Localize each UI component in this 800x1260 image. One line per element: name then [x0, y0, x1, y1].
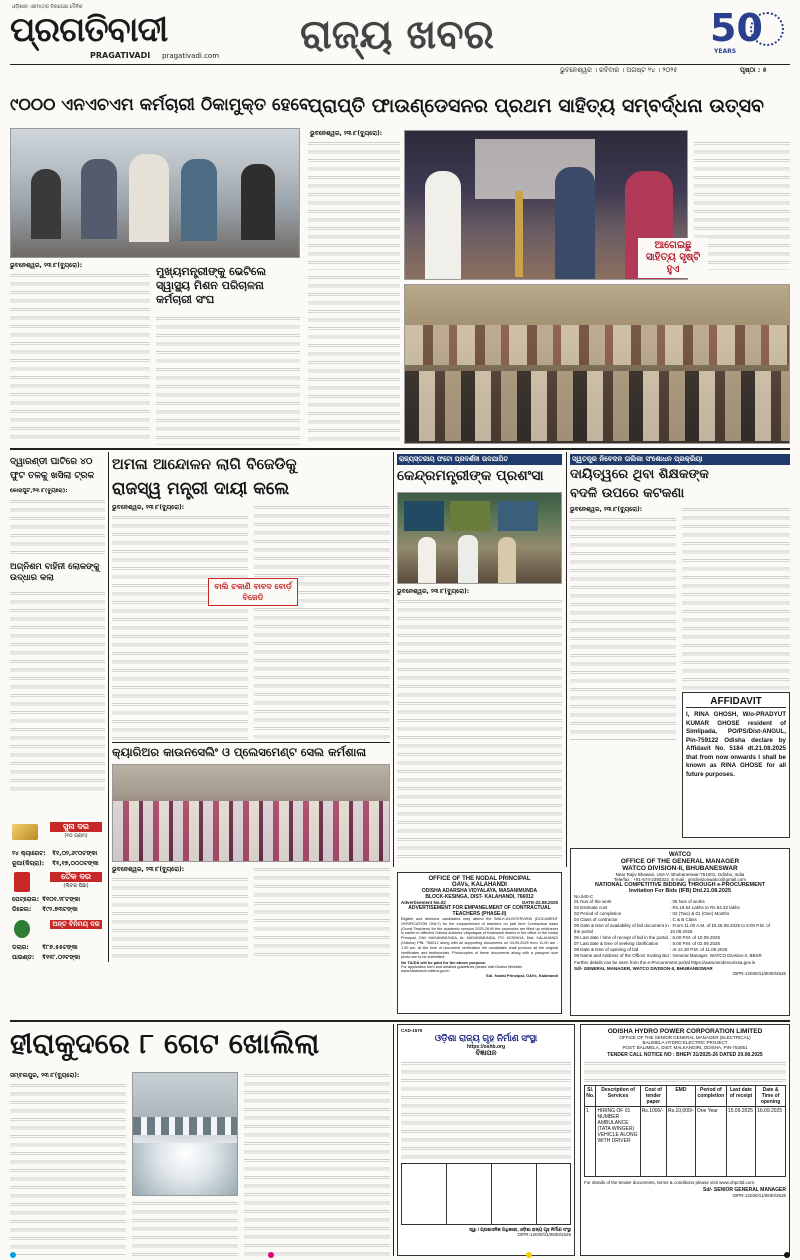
oav-adv-no: Advertisement No.02	[401, 900, 446, 905]
ohpc-table-cell: 16.09.2025	[756, 1107, 786, 1177]
ohpc-sub-3: POST: BALIMELA, DIST: MALKANGIRI, ODISHA, PIN-764051	[622, 1045, 748, 1050]
column-divider	[566, 452, 567, 867]
ohpc-table-cell: One Year	[695, 1107, 726, 1177]
story-body	[10, 272, 150, 444]
story-body-right	[694, 140, 790, 270]
currency-title: ଅନ୍ତ ବିନିମୟ ଦର	[50, 920, 102, 929]
column-divider	[108, 452, 109, 962]
column-divider	[393, 452, 394, 867]
story-dateline: ଭୁବନେଶ୍ୱର, ୨୩।୮(ବ୍ୟୁରୋ):	[570, 506, 643, 513]
story-body	[308, 140, 400, 270]
story-body-3	[244, 1072, 390, 1256]
anniversary-text: YEARS	[714, 48, 737, 55]
housing-sign: ସ୍ୱା / ପ୍ରଶାସନିକ ଅଧିକାରୀ, ଓଡ଼ିଶା ରାଜ୍ୟ ଗୃହ ନିର୍ମାଣ ସଂସ୍ଥା	[469, 1227, 571, 1232]
story-dateline: ସମ୍ବଲପୁର, ୨୩।୮(ବ୍ୟୁରୋ):	[10, 1072, 80, 1079]
gold-subtitle: (୧୦ ଗ୍ରାମ)	[64, 833, 88, 839]
watco-sign: Sd/- GENERAL MANAGER, WATCO DIVISION-II, BHUBANESWAR	[574, 966, 713, 971]
story-nhm	[10, 95, 311, 445]
ohpc-table-header: Period of completion	[695, 1086, 726, 1107]
watco-row-label: 08 Date & time of opening of bid	[574, 947, 639, 952]
story-body	[112, 876, 248, 960]
affidavit-ad	[682, 692, 790, 838]
ohpc-table-cell: 15.09.2025	[726, 1107, 755, 1177]
ohpc-table-cell: 1	[585, 1107, 596, 1177]
story-body	[397, 598, 562, 863]
oav-sign: Sd/- Nodal Principal, OAVs, Kalahandi	[486, 973, 558, 979]
gold-24-label: ୨୪ କ୍ୟାରେଟ:	[12, 850, 46, 857]
oav-note-2: For application form and detailed guidelines please visit District Website: www.kalahandi.odisha.gov.in	[401, 965, 523, 974]
watco-title-2: WATCO DIVISION-II, BHUBANESWAR	[622, 865, 738, 872]
watco-row	[574, 953, 786, 959]
photo-workshop-group	[112, 764, 390, 862]
photo-hirakud-dam	[132, 1072, 238, 1196]
ohpc-table-header: Sl. No.	[585, 1086, 596, 1107]
housing-title: ଓଡ଼ିଶା ରାଜ୍ୟ ଗୃହ ନିର୍ମାଣ ସଂସ୍ଥା	[434, 1033, 538, 1043]
silver-value: ₹୧,୧୭,୦୦୦ଟଙ୍କା	[52, 860, 99, 867]
story-body	[112, 514, 248, 740]
masthead-logo-english: PRAGATIVADI	[90, 51, 151, 60]
ohpc-code: OIPR-12030/11/0830/2526	[732, 1193, 786, 1198]
anniversary-badge	[700, 4, 796, 58]
story-subhead: ଅଗ୍ନିଶମ ବାହିନୀ ଲୋକଙ୍କୁ ଉଦ୍ଧାର କଲା	[10, 562, 100, 583]
gold-24-value: ₹୧,୦୨,୬୯୦ଟଙ୍କା	[52, 850, 98, 857]
watco-row-label: 06 Last date / time of receipt of bid in the portal	[574, 935, 668, 940]
story-body-2	[254, 866, 390, 960]
oav-adv-date: DATE-22.08.2025	[522, 900, 558, 905]
gbp-label: ପାଉଣ୍ଡ:	[12, 954, 35, 961]
headline: ୯୦୦୦ ଏନଏଚଏମ କର୍ମଚାରୀ ଠିକାମୁକ୍ତ ହେବେ	[10, 95, 311, 115]
ohpc-table-header: Cost of tender paper	[640, 1086, 666, 1107]
watco-row-value: : C & B Class	[670, 917, 697, 922]
petrol-value: ₹୧୦୧.୨୮ଟଙ୍କା	[42, 896, 81, 903]
watco-row-label: 01 Nos of the work	[574, 899, 612, 904]
section-divider	[10, 448, 790, 450]
ohpc-table-cell: Rs.10,000/-	[666, 1107, 695, 1177]
story-workshop	[112, 744, 390, 962]
photo-audience	[404, 284, 790, 444]
watco-title-1: OFFICE OF THE GENERAL MANAGER	[620, 858, 740, 865]
anniversary-ring	[750, 12, 784, 46]
watco-row	[574, 923, 786, 935]
section-title: ରାଜ୍ୟ ଖବର	[300, 12, 494, 58]
story-body	[570, 516, 676, 740]
usd-label: ଡଲାର:	[12, 944, 29, 951]
watco-ref: No.940-C	[574, 894, 594, 899]
gold-title: ସୁନା ଦର	[50, 822, 102, 832]
story-prapti	[308, 95, 790, 445]
watco-row-value: : 5.00 P.M. of 10.09.2025	[670, 935, 720, 940]
usd-value: ₹୮୭.୫୫ଟଙ୍କା	[42, 944, 78, 951]
ohpc-tender-table	[584, 1085, 786, 1177]
ohpc-table-cell: HIRING OF 01 NUMBER AMBULANCE (TATA WINGER) VEHICLE ALONG WITH DRIVER	[596, 1107, 640, 1177]
oav-adv-title: ADVERTISEMENT FOR EMPANELMENT OF CONTRACTUAL TEACHERS (PHASE-II)	[408, 905, 551, 917]
watco-row-value: : 5.00 P.M. of 02.09.2025	[670, 941, 720, 946]
story-dateline: ଭୁବନେଶ୍ୱର, ୨୩।୮(ବ୍ୟୁରୋ):	[112, 866, 185, 873]
housing-web: https://oshb.org	[466, 1044, 506, 1050]
ohpc-title: ODISHA HYDRO POWER CORPORATION LIMITED	[607, 1028, 763, 1035]
story-body-2	[132, 1200, 238, 1256]
watco-row-label: 04 Class of contractor	[574, 917, 618, 922]
oav-title-2: OAVs, KALAHANDI	[452, 882, 507, 888]
watco-row-value: : Rs.18.54 Lakhs to Rs.84.32 lakhs	[670, 905, 740, 910]
diesel-label: ଡିଜେଲ:	[12, 906, 32, 913]
ohpc-table-header: Description of Services	[596, 1086, 640, 1107]
watco-row-value: : 02 (Two) & 01 (One) Months	[670, 911, 730, 916]
oav-title-1: OFFICE OF THE NODAL PRINCIPAL	[428, 876, 531, 882]
center-divider	[112, 742, 390, 743]
ohpc-sub-2: BALIMELA HYDRO ELECTRIC PROJECT	[642, 1040, 728, 1045]
ohpc-table-header: Date & Time of opening	[756, 1086, 786, 1107]
watco-row-label: 09 Name and Address of the Officer Inviting Bid	[574, 953, 669, 958]
watco-footer: Further details can be seen from the e-Procurement portal https://www.tendersorissa.gov.in	[574, 960, 756, 965]
story-dateline: ଭୁବନେଶ୍ୱର, ୨୩।୮(ବ୍ୟୁରୋ):	[397, 588, 470, 595]
story-amala	[112, 452, 390, 742]
oav-title-3: ODISHA ADARSHA VIDYALAYA, MASANIMUNDA	[421, 888, 538, 894]
anniversary-number: 50	[710, 6, 763, 50]
headline: ଫୁଟ ତଳକୁ ଖସିଲା ଟ୍ରକ	[10, 471, 95, 481]
oav-ad	[397, 872, 562, 1014]
housing-body	[401, 1060, 571, 1160]
watco-rows	[574, 899, 786, 959]
ohpc-intro	[584, 1060, 786, 1082]
oav-note: No TA/DA will be paid for the above purpose.	[401, 960, 487, 966]
watco-contact: Tele/fax : +91-674-2390322, E-mail : gmdivisionwatco@gmail.com	[613, 877, 746, 882]
watco-row-value: : General Manager, WATCO Division-II, BBSR	[670, 953, 762, 958]
pull-quote: ଆଗେଇଛୁ ସାହିତ୍ୟ ସୃଷ୍ଟି ହୁଏ	[638, 238, 708, 278]
housing-notice: ବିଜ୍ଞାପନ	[475, 1050, 497, 1057]
masthead-logo: ପ୍ରଗତିବାଦୀ	[10, 10, 168, 50]
story-body-2	[10, 590, 105, 795]
watco-address: Near Rajiv Bhawan, Unit-V, Bhubaneswar-751001, Odisha, India	[615, 872, 745, 877]
story-body	[10, 1082, 126, 1256]
gold-bars-icon	[12, 824, 38, 840]
story-kicker: ଦ୍ୱାରଣ୍ଡୀ ଘାଟିରେ ୪୦	[10, 457, 93, 467]
watco-code: OIPR-12030/11/0030/2526	[732, 971, 786, 976]
story-body	[10, 498, 105, 558]
oav-title-4: BLOCK-KESINGA, DIST- KALAHANDI, 766012	[425, 894, 534, 900]
watco-org: WATCO	[669, 852, 691, 858]
housing-footer-code: OIPR-12030/11/0830/2526	[517, 1232, 571, 1237]
headline-line-1: ଦାୟିତ୍ୱରେ ଥିବା ଶିକ୍ଷକଙ୍କ	[570, 467, 709, 482]
housing-table	[401, 1163, 571, 1225]
housing-ad	[397, 1024, 575, 1256]
photo-exhibition	[397, 492, 562, 584]
watco-bid-title: NATIONAL COMPETITIVE BIDDING THROUGH e-PROCUREMENT	[594, 882, 766, 888]
masthead-tagline: ଓଡ଼ିଶାର ଏକମାତ୍ର ନିରପେକ୍ଷ ଦୈନିକ	[12, 4, 83, 10]
story-dateline: କୋରାପୁଟ,୨୩।୮(ବ୍ୟୁରୋ):	[10, 488, 68, 494]
watco-row-label: 03 Period of completion	[574, 911, 622, 916]
story-dateline: ଭୁବନେଶ୍ୱର, ୨୩।୮(ବ୍ୟୁରୋ):	[10, 262, 83, 269]
story-body-2	[254, 504, 390, 740]
story-dateline: ଭୁବନେଶ୍ୱର, ୨୩।୮(ବ୍ୟୁରୋ):	[112, 504, 185, 511]
affidavit-title: AFFIDAVIT	[686, 696, 786, 708]
currency-icon	[14, 920, 30, 938]
story-kicker: ରାଜ୍ୟସ୍ତରୀୟ ଫଟୋ ପ୍ରଦର୍ଶନୀ ଉଦଯାପିତ	[397, 454, 562, 465]
story-kicker: ସ୍ୱତନ୍ତ୍ର ନିବେଦନ ତାଲିକା ସଂଶୋଧନ ପ୍ରକ୍ରିୟା	[570, 454, 790, 465]
story-body-2	[682, 506, 790, 690]
silver-label: ରୂପା(କିଗ୍ରା):	[12, 860, 45, 867]
watco-row-value: : At 12.30 P.M. of 11.09.2025	[670, 947, 728, 952]
ohpc-table-header: EMD	[666, 1086, 695, 1107]
story-subhead: ମୁଖ୍ୟମନ୍ତ୍ରୀଙ୍କୁ ଭେଟିଲେ ସ୍ୱାସ୍ଥ୍ୟ ମିଶନ ପରିଚାଳନା କର୍ମଚାରୀ ସଂଘ	[156, 265, 267, 306]
headline-line-2: ରାଜସ୍ୱ ମନ୍ତ୍ରୀ ଦାୟୀ କଲେ	[112, 479, 290, 499]
column-divider	[393, 1024, 394, 1256]
watco-row-value: : 05 Nos of works	[670, 899, 705, 904]
fuel-pump-icon	[14, 872, 30, 892]
ohpc-ad	[580, 1024, 790, 1256]
gbp-value: ₹୧୧୮.୦୨ଟଙ୍କା	[42, 954, 81, 961]
ohpc-footer: For details of the tender documents, terms & conditions please visit www.ohpcltd.com.	[584, 1180, 756, 1185]
ohpc-sub-1: OFFICE OF THE SENIOR GENERAL MANAGER (ELECTRICAL)	[619, 1035, 751, 1040]
ohpc-sign: Sd/- SENIOR GENERAL MANAGER	[703, 1187, 786, 1193]
watco-row-label: 02 Estimate cost	[574, 905, 608, 910]
headline: କ୍ୟାରିଅର କାଉନସେଲିଂ ଓ ପ୍ଲେସମେଣ୍ଟ ସେଲ କର୍ମଶାଳା	[112, 745, 367, 759]
story-photo-exhibition	[397, 452, 562, 868]
headline-line-2: ବଦଳି ଉପରେ କଟକଣା	[570, 486, 685, 501]
ohpc-table-header: Last date of receipt	[726, 1086, 755, 1107]
watco-bid-subtitle: Invitation For Bids (IFB) Dtd.21.08.2025	[628, 888, 732, 894]
story-body-2	[308, 274, 400, 444]
market-rates	[10, 820, 105, 1040]
diesel-value: ₹୯୨.୭୩ଟଙ୍କା	[42, 906, 78, 913]
masthead-website: pragativadi.com	[162, 52, 220, 60]
story-callout: ବାଲି ଚକାଣି ବାବଦ ବୋର୍ଡ଼ ବିଜେଡି	[208, 578, 298, 606]
masthead-rule	[10, 64, 790, 65]
fuel-subtitle: (ଲିଟର ପିଛା)	[63, 883, 89, 889]
housing-code: CAD-1575	[401, 1028, 423, 1033]
ohpc-table-cell: Rs.1000/-	[640, 1107, 666, 1177]
ohpc-tender-call: TENDER CALL NOTICE NO : BHEP/ 31/2025-26 DATED 20.08.2025	[607, 1052, 763, 1058]
headline-line-1: ଅମଳା ଆନ୍ଦୋଳନ ଲାଗି ବିଜେଡିକୁ	[112, 455, 297, 473]
story-hirakud	[10, 1022, 390, 1258]
story-body-2	[156, 315, 300, 445]
affidavit-body: I, RINA GHOSH, W/o-PRADYUT KUMAR GHOSE resident of Simlipada, PO/PS/Dist-ANGUL, Pin-759122 Odisha declare by Affidavit No. 5184 dt.21.08.2025 that from now onwards I shall be known as RINA GHOSE for all future purposes.	[686, 711, 786, 778]
dateline: ଭୁବନେଶ୍ୱର । ରବିବାର । ଅଗଷ୍ଟ ୨୪ । ୨୦୨୫	[560, 66, 678, 74]
fuel-title: ତୈଳ ଦର	[50, 872, 102, 882]
watco-row-value: : From 11.00 A.M. of Dt.26.08.2025 to 5:00 P.M. of 10.09.2025	[670, 923, 770, 934]
petrol-label: ପେଟ୍ରୋଲ:	[12, 896, 40, 903]
photo-cm-meeting	[10, 128, 300, 258]
story-truck	[10, 452, 105, 852]
watco-row-label: 07 Last date & time of seeking clarification	[574, 941, 659, 946]
oav-body: Eligible and desirous candidates may attend the WALK-IN-INTERVIEW (DOCUMENT VERIFICATION ONLY) for the empanelment of teachers on part time Contractual basis (Guest Teachers) for the academic session 2025-26 till the vacancies are filled up whichever is earlier in different Odisha Adarsha Vidyalayas of Kalahandi district in the office of the Nodal Principal, OAV MASANIMUNDA, At: MASANIMUNDA, PO: KESINGA, Dist: KALAHANDI (Odisha) PIN: 766012 along with all supporting documents on 04.09.2025 from 11.00 am - 1.00 pm. At the time of document verification the candidates shall produce all the original certificates and testimonials. Photocopies of these documents along with a passport size photo are to be submitted.	[401, 917, 558, 960]
watco-ad	[570, 848, 790, 1016]
masthead	[0, 0, 800, 74]
headline: ପ୍ରାପ୍ତି ଫାଉଣ୍ଡେସନର ପ୍ରଥମ ସାହିତ୍ୟ ସମ୍ବର୍ଦ୍ଧନା ଉତ୍ସବ	[308, 95, 764, 117]
watco-row-label: 05 Date & time of availability of bid document in the portal	[574, 923, 669, 934]
story-dateline: ଭୁବନେଶ୍ୱର, ୨୩।୮(ବ୍ୟୁରୋ):	[310, 130, 383, 137]
headline: ହୀରାକୁଦରେ ୮ ଗେଟ ଖୋଲିଲା	[10, 1027, 320, 1060]
headline: କେନ୍ଦ୍ରମନ୍ତ୍ରୀଙ୍କ ପ୍ରଶଂସା	[397, 468, 544, 484]
page-number: ପୃଷ୍ଠା : ୫	[740, 66, 767, 74]
color-registration-marks	[10, 1252, 790, 1258]
